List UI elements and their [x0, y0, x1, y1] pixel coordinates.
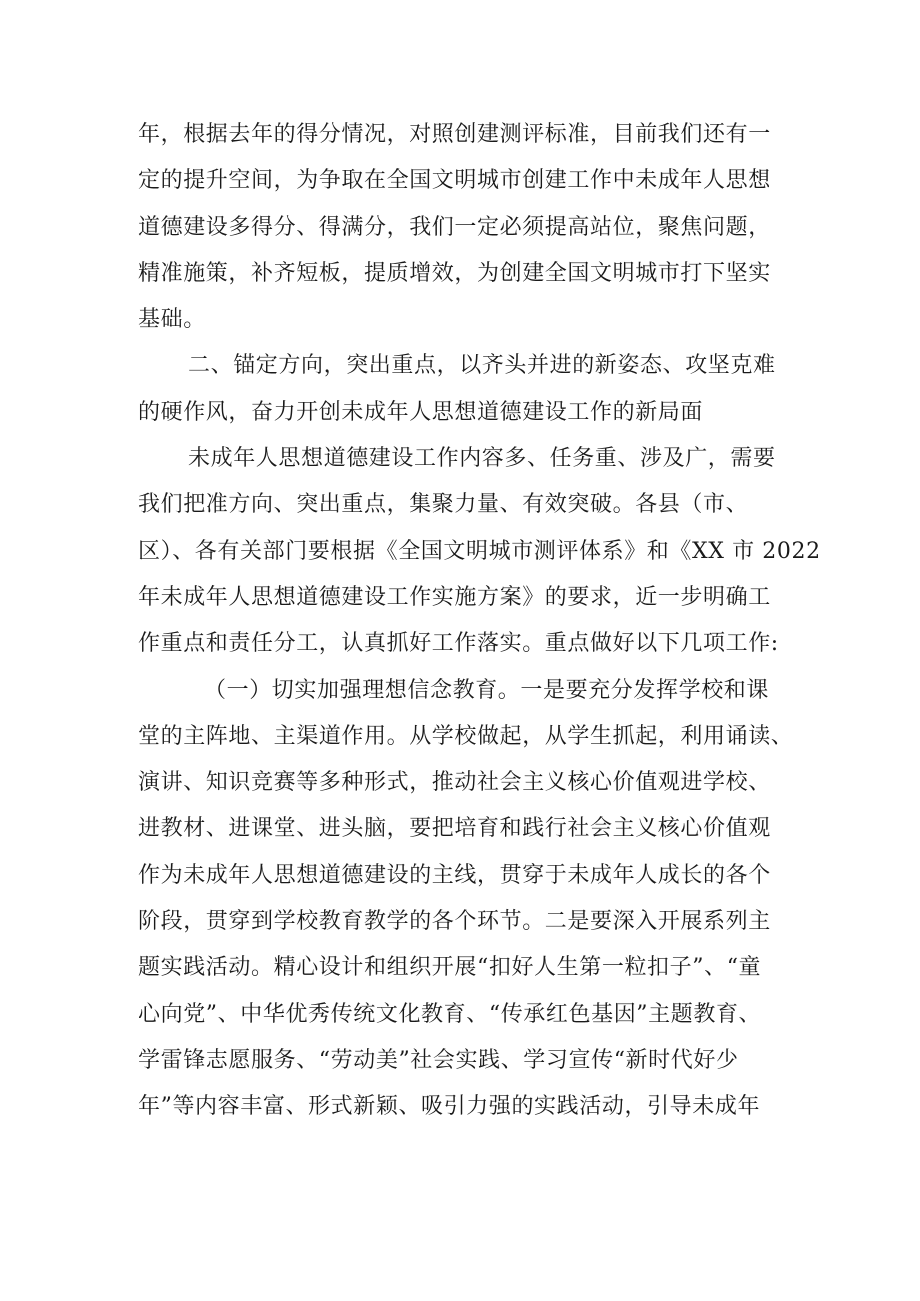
- text-line: 年，根据去年的得分情况，对照创建测评标准，目前我们还有一: [138, 122, 771, 147]
- text-line: 基础。: [138, 307, 206, 333]
- text-line: 题实践活动。精心设计和组织开展“扣好人生第一粒扣子”、“童: [138, 955, 762, 981]
- section-heading-line: 二、锚定方向，突出重点，以齐头并进的新姿态、攻坚克难: [188, 353, 776, 379]
- text-line: 作为未成年人思想道德建设的主线，贯穿于未成年人成长的各个: [138, 862, 771, 888]
- text-line: 阶段，贯穿到学校教育教学的各个环节。二是要深入开展系列主: [138, 909, 771, 935]
- text-line: 我们把准方向、突出重点，集聚力量、有效突破。各县（市、: [138, 492, 749, 518]
- text-line: 演讲、知识竞赛等多种形式，推动社会主义核心价值观进学校、: [138, 770, 771, 796]
- document-body: [138, 112, 821, 1131]
- text-line: 作重点和责任分工，认真抓好工作落实。重点做好以下几项工作:: [138, 631, 779, 657]
- text-line: 未成年人思想道德建设工作内容多、任务重、涉及广，需要: [188, 446, 776, 472]
- text-line: 心向党”、中华优秀传统文化教育、“传承红色基因”主题教育、: [138, 1001, 762, 1027]
- text-line: 定的提升空间，为争取在全国文明城市创建工作中未成年人思想: [138, 168, 771, 194]
- section-heading-line: 的硬作风，奋力开创未成年人思想道德建设工作的新局面: [138, 399, 704, 425]
- subsection-heading-line: （一）切实加强理想信念教育。一是要充分发挥学校和课: [204, 677, 770, 703]
- text-line: 学雷锋志愿服务、“劳动美”社会实践、学习宣传“新时代好少: [138, 1047, 739, 1073]
- text-line: 年”等内容丰富、形式新颖、吸引力强的实践活动，引导未成年: [138, 1094, 761, 1120]
- text-line: 年未成年人思想道德建设工作实施方案》的要求，近一步明确工: [138, 584, 771, 610]
- text-line: 区）、各有关部门要根据《全国文明城市测评体系》和《XX 市 2022: [138, 538, 821, 564]
- text-line: 道德建设多得分、得满分，我们一定必须提高站位，聚焦问题，: [138, 214, 771, 240]
- text-line: 进教材、进课堂、进头脑，要把培育和践行社会主义核心价值观: [138, 816, 771, 842]
- text-line: 堂的主阵地、主渠道作用。从学校做起，从学生抓起，利用诵读、: [138, 723, 794, 749]
- text-line: 精准施策，补齐短板，提质增效，为创建全国文明城市打下坚实: [138, 260, 771, 286]
